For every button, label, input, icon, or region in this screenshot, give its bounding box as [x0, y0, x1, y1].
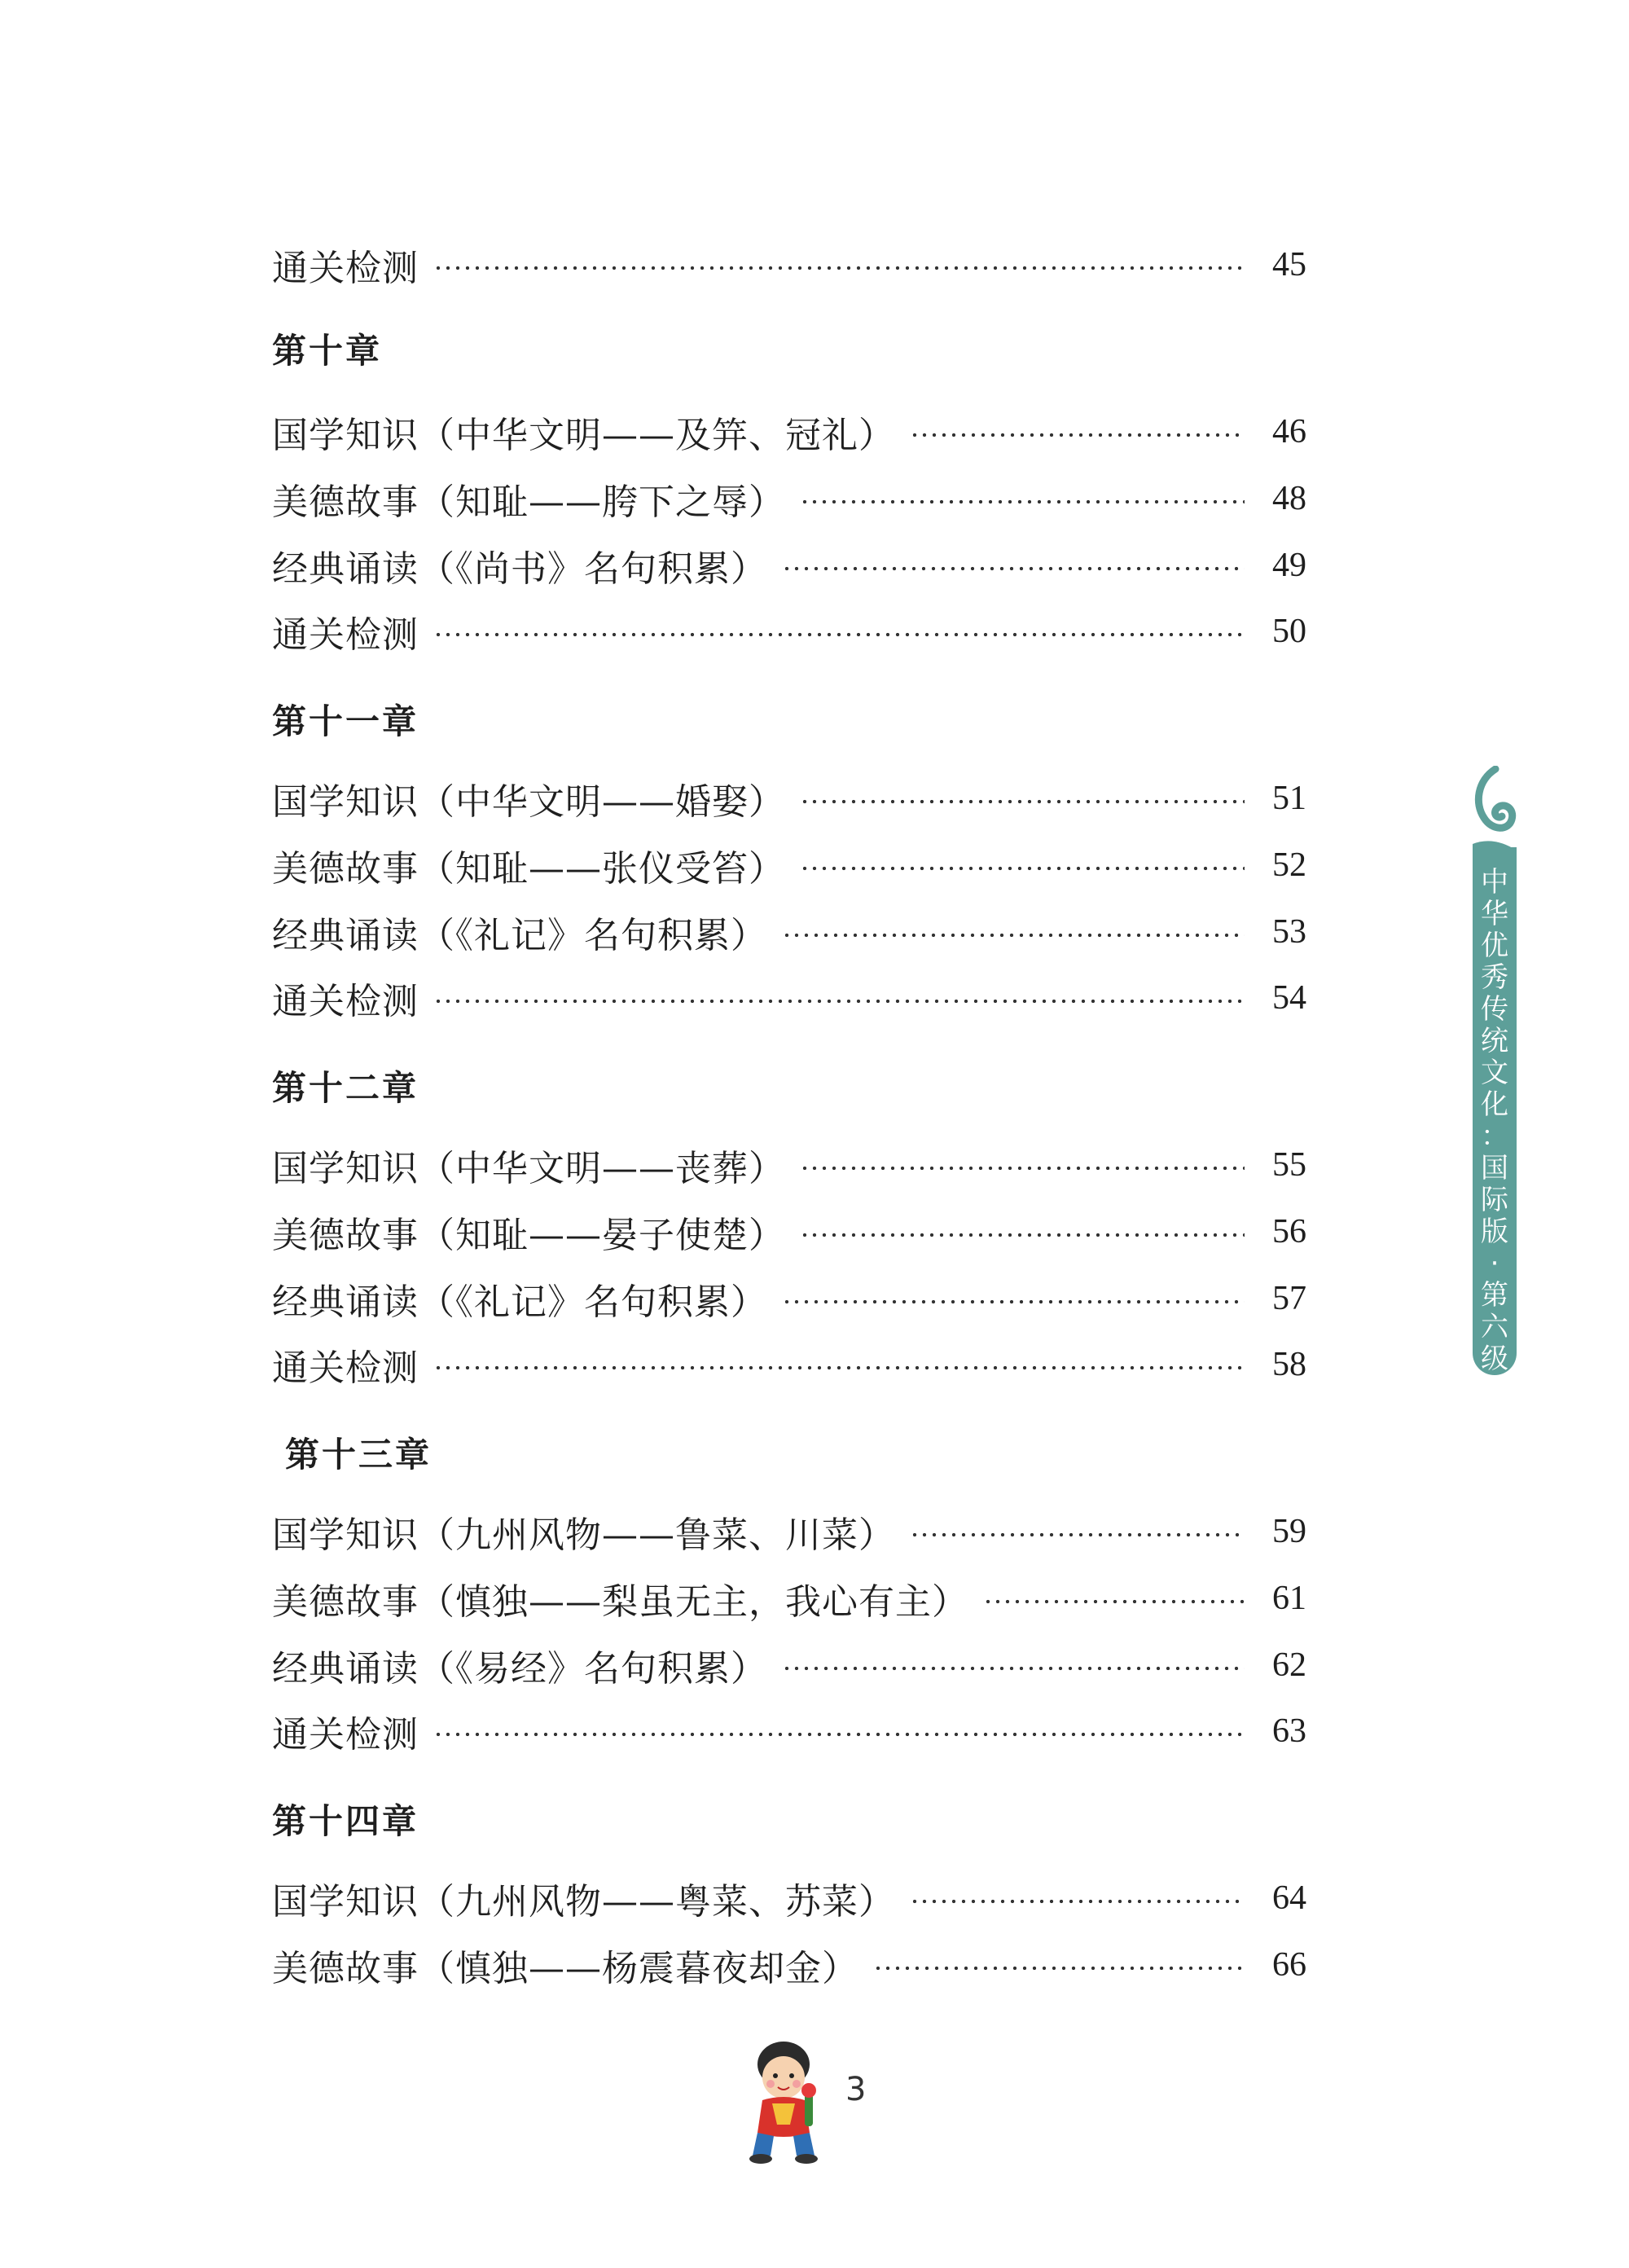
- series-title-char: 级: [1481, 1343, 1508, 1375]
- toc-entry-page: 49: [1272, 547, 1306, 584]
- toc-entry-page: 63: [1272, 1712, 1306, 1750]
- toc-entry-title: 通关检测: [272, 614, 419, 656]
- dot-leader: [800, 499, 1245, 504]
- dot-leader: [910, 433, 1245, 437]
- toc-entry-title: 国学知识（九州风物——粤菜、苏菜）: [272, 1881, 895, 1923]
- series-title-char: 传: [1481, 993, 1508, 1026]
- toc-entry-page: 59: [1272, 1513, 1306, 1550]
- toc-entry-title: 国学知识（九州风物——鲁菜、川菜）: [272, 1514, 895, 1556]
- toc-entry-title: 国学知识（中华文明——丧葬）: [272, 1148, 785, 1189]
- toc-entry[interactable]: [272, 470, 1306, 527]
- toc-entry[interactable]: [272, 1503, 1306, 1560]
- series-title-char: 六: [1481, 1311, 1508, 1343]
- toc-entry-page: 62: [1272, 1646, 1306, 1684]
- toc-entry[interactable]: [272, 1637, 1306, 1694]
- toc-entry-page: 55: [1272, 1146, 1306, 1184]
- toc-entry-page: 45: [1272, 246, 1306, 284]
- dot-leader: [800, 866, 1245, 871]
- dot-leader: [782, 1666, 1245, 1671]
- series-title-char: 优: [1481, 930, 1508, 962]
- series-title-char: 秀: [1481, 961, 1508, 994]
- toc-entry-page: 53: [1272, 913, 1306, 951]
- toc-entry-title: 国学知识（中华文明——及笄、冠礼）: [272, 415, 895, 456]
- toc-entry-page: 50: [1272, 613, 1306, 650]
- toc-entry-page: 58: [1272, 1346, 1306, 1383]
- series-title-char: 文: [1481, 1057, 1508, 1089]
- toc-entry-page: 52: [1272, 846, 1306, 884]
- dot-leader: [782, 1299, 1245, 1304]
- series-title-char: 际: [1481, 1184, 1508, 1216]
- series-side-tab: [1473, 847, 1517, 1375]
- dot-leader: [910, 1899, 1245, 1904]
- series-title-char: 版: [1481, 1215, 1508, 1248]
- toc-entry-title: 通关检测: [272, 1347, 419, 1389]
- toc-entry-title: 经典诵读（《易经》名句积累）: [272, 1648, 767, 1690]
- chapter-heading: 第十四章: [272, 1801, 419, 1841]
- toc-entry[interactable]: [272, 1270, 1306, 1327]
- chapter-heading: 第十章: [272, 331, 383, 371]
- cloud-curl-icon: [1466, 766, 1523, 855]
- series-title-char: ·: [1490, 1247, 1499, 1280]
- toc-entry[interactable]: [272, 1936, 1306, 1993]
- toc-entry-page: 56: [1272, 1213, 1306, 1250]
- series-title-char: 华: [1481, 898, 1508, 930]
- toc-entry[interactable]: [272, 603, 1306, 660]
- toc-entry-title: 美德故事（知耻——张仪受笞）: [272, 848, 785, 890]
- toc-entry-title: 美德故事（慎独——梨虽无主，我心有主）: [272, 1581, 968, 1623]
- series-title-vertical: [1473, 867, 1517, 1375]
- toc-entry[interactable]: [272, 770, 1306, 827]
- dot-leader: [433, 632, 1245, 637]
- dot-leader: [873, 1966, 1245, 1971]
- toc-entry-page: 57: [1272, 1280, 1306, 1317]
- dot-leader: [800, 1233, 1245, 1237]
- dot-leader: [433, 1732, 1245, 1737]
- toc-entry[interactable]: [272, 903, 1306, 960]
- toc-entry-title: 经典诵读（《礼记》名句积累）: [272, 1281, 767, 1323]
- dot-leader: [910, 1532, 1245, 1537]
- toc-entry-title: 美德故事（知耻——晏子使楚）: [272, 1215, 785, 1256]
- toc-entry-page: 66: [1272, 1946, 1306, 1984]
- toc-entry-title: 经典诵读（《礼记》名句积累）: [272, 915, 767, 956]
- series-title-char: 化: [1481, 1088, 1508, 1121]
- series-title-char: 中: [1481, 866, 1508, 899]
- series-title-char: 国: [1481, 1152, 1508, 1185]
- toc-entry-page: 48: [1272, 480, 1306, 517]
- toc-entry[interactable]: [272, 236, 1306, 293]
- toc-entry-title: 通关检测: [272, 1714, 419, 1756]
- dot-leader: [782, 933, 1245, 938]
- dot-leader: [983, 1599, 1245, 1604]
- toc-entry-page: 46: [1272, 413, 1306, 451]
- toc-entry-page: 64: [1272, 1879, 1306, 1917]
- series-title-char: 第: [1481, 1279, 1508, 1312]
- toc-entry[interactable]: [272, 1703, 1306, 1760]
- page-number: 3: [845, 2071, 867, 2108]
- toc-entry[interactable]: [272, 1870, 1306, 1927]
- chapter-heading: 第十三章: [285, 1435, 432, 1475]
- chapter-heading: 第十二章: [272, 1068, 419, 1108]
- toc-entry[interactable]: [272, 537, 1306, 594]
- toc-entry-page: 54: [1272, 979, 1306, 1017]
- toc-entry[interactable]: [272, 1136, 1306, 1193]
- series-title-char: 统: [1481, 1025, 1508, 1057]
- chapter-heading: 第十一章: [272, 701, 419, 741]
- toc-entry-title: 经典诵读（《尚书》名句积累）: [272, 548, 767, 590]
- dot-leader: [433, 999, 1245, 1004]
- toc-entry[interactable]: [272, 1203, 1306, 1260]
- toc-entry-title: 国学知识（中华文明——婚娶）: [272, 781, 785, 823]
- toc-entry-page: 51: [1272, 780, 1306, 817]
- toc-entry[interactable]: [272, 837, 1306, 894]
- dot-leader: [800, 1166, 1245, 1171]
- toc-entry[interactable]: [272, 969, 1306, 1026]
- toc-entry-title: 通关检测: [272, 248, 419, 289]
- dot-leader: [433, 1365, 1245, 1370]
- toc-entry[interactable]: [272, 1570, 1306, 1627]
- page-footer: [733, 2037, 929, 2167]
- toc-entry[interactable]: [272, 1336, 1306, 1393]
- toc-entry-title: 美德故事（慎独——杨震暮夜却金）: [272, 1948, 858, 1989]
- dot-leader: [433, 266, 1245, 270]
- series-title-char: ：: [1481, 1120, 1508, 1153]
- cartoon-child-mascot-icon: [733, 2037, 839, 2167]
- toc-entry[interactable]: [272, 403, 1306, 460]
- dot-leader: [782, 566, 1245, 571]
- toc-entry-title: 美德故事（知耻——胯下之辱）: [272, 481, 785, 523]
- dot-leader: [800, 799, 1245, 804]
- toc-entry-title: 通关检测: [272, 981, 419, 1022]
- toc-entry-page: 61: [1272, 1580, 1306, 1617]
